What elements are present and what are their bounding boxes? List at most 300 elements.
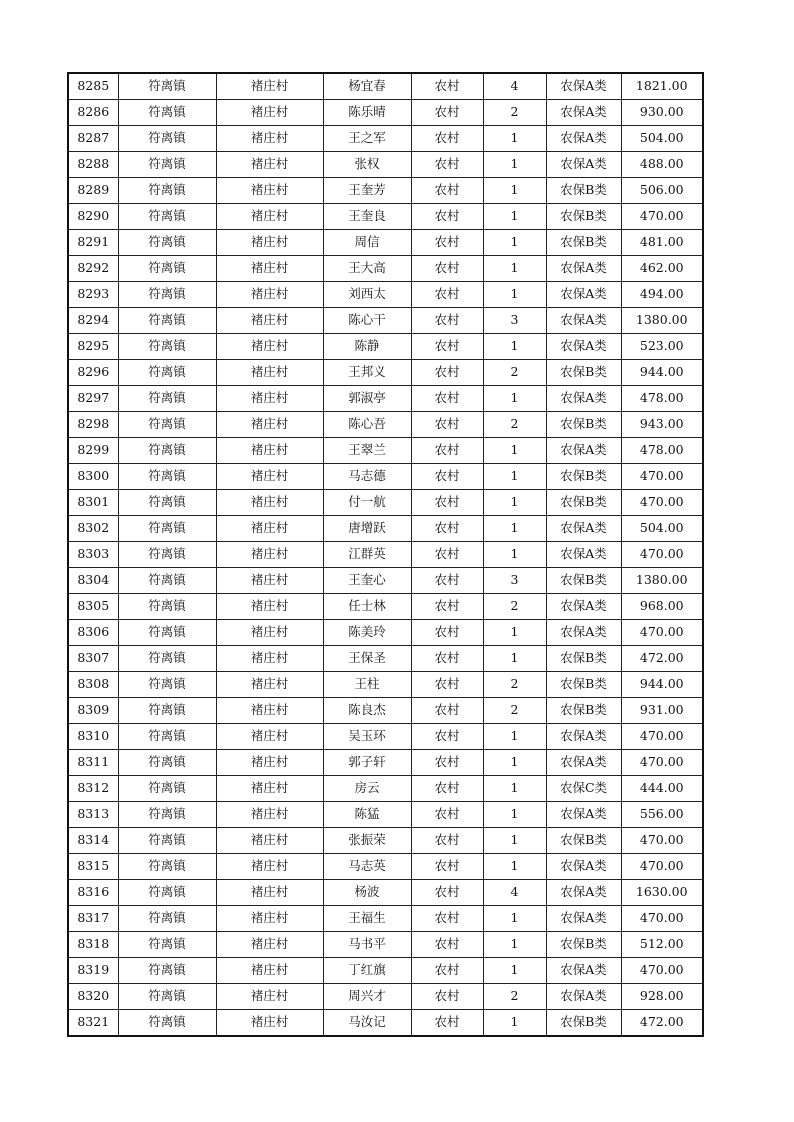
row-number-cell: 8316: [68, 880, 118, 906]
table-row: [68, 620, 703, 646]
table-row: [68, 750, 703, 776]
town-cell: 符离镇: [118, 360, 216, 386]
area-type-cell: 农村: [411, 698, 483, 724]
category-cell: 农保A类: [546, 854, 621, 880]
row-number-cell: 8287: [68, 126, 118, 152]
amount-cell: 504.00: [621, 516, 703, 542]
amount-cell: 1380.00: [621, 568, 703, 594]
town-cell: 符离镇: [118, 100, 216, 126]
household-size-cell: 3: [483, 568, 546, 594]
amount-cell: 944.00: [621, 672, 703, 698]
name-cell: 王邦义: [323, 360, 411, 386]
row-number-cell: 8286: [68, 100, 118, 126]
village-cell: 褚庄村: [216, 100, 323, 126]
row-number-cell: 8296: [68, 360, 118, 386]
area-type-cell: 农村: [411, 152, 483, 178]
amount-cell: 470.00: [621, 724, 703, 750]
village-cell: 褚庄村: [216, 178, 323, 204]
village-cell: 褚庄村: [216, 698, 323, 724]
town-cell: 符离镇: [118, 802, 216, 828]
household-size-cell: 1: [483, 152, 546, 178]
table-row: [68, 542, 703, 568]
amount-cell: 506.00: [621, 178, 703, 204]
village-cell: 褚庄村: [216, 412, 323, 438]
name-cell: 王奎良: [323, 204, 411, 230]
household-size-cell: 1: [483, 1010, 546, 1037]
name-cell: 吴玉环: [323, 724, 411, 750]
category-cell: 农保A类: [546, 750, 621, 776]
name-cell: 丁红旗: [323, 958, 411, 984]
table-row: [68, 828, 703, 854]
area-type-cell: 农村: [411, 594, 483, 620]
category-cell: 农保A类: [546, 724, 621, 750]
town-cell: 符离镇: [118, 594, 216, 620]
name-cell: 陈猛: [323, 802, 411, 828]
name-cell: 张权: [323, 152, 411, 178]
household-size-cell: 2: [483, 698, 546, 724]
name-cell: 王保圣: [323, 646, 411, 672]
table-row: [68, 1010, 703, 1037]
table-row: [68, 776, 703, 802]
category-cell: 农保B类: [546, 672, 621, 698]
table-row: [68, 516, 703, 542]
table-row: [68, 386, 703, 412]
row-number-cell: 8305: [68, 594, 118, 620]
village-cell: 褚庄村: [216, 464, 323, 490]
amount-cell: 1821.00: [621, 73, 703, 100]
name-cell: 付一航: [323, 490, 411, 516]
row-number-cell: 8289: [68, 178, 118, 204]
category-cell: 农保B类: [546, 412, 621, 438]
table-row: [68, 308, 703, 334]
table-row: [68, 802, 703, 828]
name-cell: 房云: [323, 776, 411, 802]
category-cell: 农保A类: [546, 73, 621, 100]
town-cell: 符离镇: [118, 73, 216, 100]
household-size-cell: 1: [483, 230, 546, 256]
name-cell: 周信: [323, 230, 411, 256]
table-row: [68, 73, 703, 100]
category-cell: 农保A类: [546, 516, 621, 542]
table-row: [68, 932, 703, 958]
village-cell: 褚庄村: [216, 958, 323, 984]
village-cell: 褚庄村: [216, 906, 323, 932]
area-type-cell: 农村: [411, 204, 483, 230]
amount-cell: 928.00: [621, 984, 703, 1010]
village-cell: 褚庄村: [216, 126, 323, 152]
row-number-cell: 8290: [68, 204, 118, 230]
amount-cell: 444.00: [621, 776, 703, 802]
category-cell: 农保A类: [546, 256, 621, 282]
table-row: [68, 724, 703, 750]
name-cell: 马书平: [323, 932, 411, 958]
row-number-cell: 8288: [68, 152, 118, 178]
table-row: [68, 854, 703, 880]
row-number-cell: 8315: [68, 854, 118, 880]
household-size-cell: 1: [483, 932, 546, 958]
household-size-cell: 1: [483, 776, 546, 802]
table-row: [68, 672, 703, 698]
town-cell: 符离镇: [118, 126, 216, 152]
area-type-cell: 农村: [411, 984, 483, 1010]
area-type-cell: 农村: [411, 438, 483, 464]
household-size-cell: 4: [483, 880, 546, 906]
area-type-cell: 农村: [411, 282, 483, 308]
category-cell: 农保A类: [546, 386, 621, 412]
town-cell: 符离镇: [118, 906, 216, 932]
village-cell: 褚庄村: [216, 932, 323, 958]
category-cell: 农保B类: [546, 646, 621, 672]
category-cell: 农保A类: [546, 438, 621, 464]
row-number-cell: 8318: [68, 932, 118, 958]
area-type-cell: 农村: [411, 672, 483, 698]
row-number-cell: 8308: [68, 672, 118, 698]
town-cell: 符离镇: [118, 828, 216, 854]
household-size-cell: 1: [483, 854, 546, 880]
category-cell: 农保A类: [546, 100, 621, 126]
amount-cell: 470.00: [621, 750, 703, 776]
row-number-cell: 8312: [68, 776, 118, 802]
amount-cell: 470.00: [621, 204, 703, 230]
village-cell: 褚庄村: [216, 1010, 323, 1037]
row-number-cell: 8292: [68, 256, 118, 282]
household-size-cell: 1: [483, 724, 546, 750]
row-number-cell: 8293: [68, 282, 118, 308]
area-type-cell: 农村: [411, 334, 483, 360]
amount-cell: 470.00: [621, 828, 703, 854]
area-type-cell: 农村: [411, 516, 483, 542]
row-number-cell: 8300: [68, 464, 118, 490]
name-cell: 陈心吾: [323, 412, 411, 438]
row-number-cell: 8302: [68, 516, 118, 542]
name-cell: 唐增跃: [323, 516, 411, 542]
category-cell: 农保C类: [546, 776, 621, 802]
household-size-cell: 1: [483, 620, 546, 646]
town-cell: 符离镇: [118, 646, 216, 672]
household-size-cell: 2: [483, 672, 546, 698]
category-cell: 农保B类: [546, 230, 621, 256]
table-row: [68, 958, 703, 984]
household-size-cell: 2: [483, 984, 546, 1010]
category-cell: 农保A类: [546, 542, 621, 568]
table-row: [68, 464, 703, 490]
area-type-cell: 农村: [411, 620, 483, 646]
area-type-cell: 农村: [411, 724, 483, 750]
table-row: [68, 178, 703, 204]
name-cell: 杨波: [323, 880, 411, 906]
row-number-cell: 8298: [68, 412, 118, 438]
row-number-cell: 8294: [68, 308, 118, 334]
amount-cell: 523.00: [621, 334, 703, 360]
area-type-cell: 农村: [411, 73, 483, 100]
area-type-cell: 农村: [411, 932, 483, 958]
village-cell: 褚庄村: [216, 256, 323, 282]
amount-cell: 470.00: [621, 854, 703, 880]
amount-cell: 470.00: [621, 958, 703, 984]
table-row: [68, 438, 703, 464]
household-size-cell: 1: [483, 516, 546, 542]
category-cell: 农保A类: [546, 282, 621, 308]
area-type-cell: 农村: [411, 1010, 483, 1037]
amount-cell: 470.00: [621, 490, 703, 516]
town-cell: 符离镇: [118, 620, 216, 646]
household-size-cell: 2: [483, 594, 546, 620]
row-number-cell: 8295: [68, 334, 118, 360]
household-size-cell: 1: [483, 204, 546, 230]
row-number-cell: 8321: [68, 1010, 118, 1037]
category-cell: 农保A类: [546, 906, 621, 932]
name-cell: 郭淑亭: [323, 386, 411, 412]
category-cell: 农保B类: [546, 464, 621, 490]
town-cell: 符离镇: [118, 984, 216, 1010]
town-cell: 符离镇: [118, 490, 216, 516]
village-cell: 褚庄村: [216, 984, 323, 1010]
table-body: [68, 73, 703, 1036]
area-type-cell: 农村: [411, 490, 483, 516]
village-cell: 褚庄村: [216, 802, 323, 828]
town-cell: 符离镇: [118, 178, 216, 204]
name-cell: 杨宜春: [323, 73, 411, 100]
town-cell: 符离镇: [118, 308, 216, 334]
town-cell: 符离镇: [118, 932, 216, 958]
household-size-cell: 1: [483, 802, 546, 828]
amount-cell: 470.00: [621, 464, 703, 490]
town-cell: 符离镇: [118, 464, 216, 490]
town-cell: 符离镇: [118, 282, 216, 308]
row-number-cell: 8317: [68, 906, 118, 932]
household-size-cell: 1: [483, 542, 546, 568]
village-cell: 褚庄村: [216, 282, 323, 308]
household-size-cell: 1: [483, 256, 546, 282]
town-cell: 符离镇: [118, 958, 216, 984]
town-cell: 符离镇: [118, 1010, 216, 1037]
row-number-cell: 8297: [68, 386, 118, 412]
name-cell: 王柱: [323, 672, 411, 698]
town-cell: 符离镇: [118, 568, 216, 594]
name-cell: 马汝记: [323, 1010, 411, 1037]
town-cell: 符离镇: [118, 776, 216, 802]
village-cell: 褚庄村: [216, 828, 323, 854]
village-cell: 褚庄村: [216, 672, 323, 698]
area-type-cell: 农村: [411, 776, 483, 802]
amount-cell: 462.00: [621, 256, 703, 282]
area-type-cell: 农村: [411, 230, 483, 256]
village-cell: 褚庄村: [216, 750, 323, 776]
area-type-cell: 农村: [411, 880, 483, 906]
village-cell: 褚庄村: [216, 73, 323, 100]
table-row: [68, 880, 703, 906]
name-cell: 陈静: [323, 334, 411, 360]
amount-cell: 470.00: [621, 620, 703, 646]
amount-cell: 494.00: [621, 282, 703, 308]
household-size-cell: 1: [483, 126, 546, 152]
amount-cell: 488.00: [621, 152, 703, 178]
area-type-cell: 农村: [411, 958, 483, 984]
row-number-cell: 8319: [68, 958, 118, 984]
household-size-cell: 1: [483, 282, 546, 308]
village-cell: 褚庄村: [216, 594, 323, 620]
category-cell: 农保A类: [546, 984, 621, 1010]
category-cell: 农保A类: [546, 594, 621, 620]
area-type-cell: 农村: [411, 464, 483, 490]
row-number-cell: 8307: [68, 646, 118, 672]
village-cell: 褚庄村: [216, 334, 323, 360]
name-cell: 陈乐晴: [323, 100, 411, 126]
table-row: [68, 568, 703, 594]
table-row: [68, 984, 703, 1010]
household-size-cell: 1: [483, 386, 546, 412]
name-cell: 任士林: [323, 594, 411, 620]
amount-cell: 931.00: [621, 698, 703, 724]
row-number-cell: 8320: [68, 984, 118, 1010]
row-number-cell: 8304: [68, 568, 118, 594]
amount-cell: 478.00: [621, 386, 703, 412]
name-cell: 王奎心: [323, 568, 411, 594]
village-cell: 褚庄村: [216, 360, 323, 386]
amount-cell: 1380.00: [621, 308, 703, 334]
name-cell: 江群英: [323, 542, 411, 568]
table-row: [68, 204, 703, 230]
village-cell: 褚庄村: [216, 542, 323, 568]
amount-cell: 968.00: [621, 594, 703, 620]
village-cell: 褚庄村: [216, 516, 323, 542]
area-type-cell: 农村: [411, 568, 483, 594]
row-number-cell: 8309: [68, 698, 118, 724]
name-cell: 张振荣: [323, 828, 411, 854]
amount-cell: 504.00: [621, 126, 703, 152]
table-row: [68, 282, 703, 308]
name-cell: 郭子轩: [323, 750, 411, 776]
area-type-cell: 农村: [411, 854, 483, 880]
town-cell: 符离镇: [118, 542, 216, 568]
town-cell: 符离镇: [118, 672, 216, 698]
name-cell: 陈心干: [323, 308, 411, 334]
category-cell: 农保B类: [546, 568, 621, 594]
category-cell: 农保A类: [546, 334, 621, 360]
amount-cell: 512.00: [621, 932, 703, 958]
table-row: [68, 152, 703, 178]
amount-cell: 1630.00: [621, 880, 703, 906]
town-cell: 符离镇: [118, 152, 216, 178]
row-number-cell: 8301: [68, 490, 118, 516]
village-cell: 褚庄村: [216, 204, 323, 230]
area-type-cell: 农村: [411, 256, 483, 282]
amount-cell: 472.00: [621, 646, 703, 672]
row-number-cell: 8285: [68, 73, 118, 100]
row-number-cell: 8303: [68, 542, 118, 568]
household-size-cell: 1: [483, 438, 546, 464]
category-cell: 农保A类: [546, 152, 621, 178]
household-size-cell: 2: [483, 100, 546, 126]
town-cell: 符离镇: [118, 438, 216, 464]
table-row: [68, 256, 703, 282]
name-cell: 刘西太: [323, 282, 411, 308]
row-number-cell: 8310: [68, 724, 118, 750]
village-cell: 褚庄村: [216, 568, 323, 594]
name-cell: 陈美玲: [323, 620, 411, 646]
area-type-cell: 农村: [411, 750, 483, 776]
village-cell: 褚庄村: [216, 776, 323, 802]
household-size-cell: 1: [483, 490, 546, 516]
category-cell: 农保B类: [546, 698, 621, 724]
town-cell: 符离镇: [118, 854, 216, 880]
category-cell: 农保B类: [546, 490, 621, 516]
amount-cell: 930.00: [621, 100, 703, 126]
amount-cell: 470.00: [621, 906, 703, 932]
household-size-cell: 1: [483, 906, 546, 932]
category-cell: 农保A类: [546, 802, 621, 828]
category-cell: 农保B类: [546, 932, 621, 958]
town-cell: 符离镇: [118, 386, 216, 412]
category-cell: 农保A类: [546, 880, 621, 906]
household-size-cell: 1: [483, 646, 546, 672]
town-cell: 符离镇: [118, 698, 216, 724]
name-cell: 陈良杰: [323, 698, 411, 724]
household-size-cell: 2: [483, 412, 546, 438]
name-cell: 王翠兰: [323, 438, 411, 464]
town-cell: 符离镇: [118, 880, 216, 906]
name-cell: 王奎芳: [323, 178, 411, 204]
row-number-cell: 8311: [68, 750, 118, 776]
village-cell: 褚庄村: [216, 724, 323, 750]
amount-cell: 944.00: [621, 360, 703, 386]
row-number-cell: 8313: [68, 802, 118, 828]
name-cell: 马志德: [323, 464, 411, 490]
table-row: [68, 360, 703, 386]
area-type-cell: 农村: [411, 386, 483, 412]
area-type-cell: 农村: [411, 906, 483, 932]
area-type-cell: 农村: [411, 126, 483, 152]
amount-cell: 481.00: [621, 230, 703, 256]
name-cell: 王之军: [323, 126, 411, 152]
town-cell: 符离镇: [118, 516, 216, 542]
area-type-cell: 农村: [411, 802, 483, 828]
category-cell: 农保A类: [546, 958, 621, 984]
table-row: [68, 334, 703, 360]
table-row: [68, 230, 703, 256]
table-row: [68, 100, 703, 126]
village-cell: 褚庄村: [216, 490, 323, 516]
area-type-cell: 农村: [411, 100, 483, 126]
category-cell: 农保B类: [546, 828, 621, 854]
village-cell: 褚庄村: [216, 308, 323, 334]
data-table: [67, 72, 704, 1037]
village-cell: 褚庄村: [216, 230, 323, 256]
amount-cell: 943.00: [621, 412, 703, 438]
household-size-cell: 1: [483, 334, 546, 360]
household-size-cell: 2: [483, 360, 546, 386]
village-cell: 褚庄村: [216, 152, 323, 178]
village-cell: 褚庄村: [216, 880, 323, 906]
town-cell: 符离镇: [118, 750, 216, 776]
table-row: [68, 412, 703, 438]
amount-cell: 556.00: [621, 802, 703, 828]
row-number-cell: 8314: [68, 828, 118, 854]
amount-cell: 472.00: [621, 1010, 703, 1037]
row-number-cell: 8306: [68, 620, 118, 646]
household-size-cell: 4: [483, 73, 546, 100]
table-row: [68, 906, 703, 932]
name-cell: 王大高: [323, 256, 411, 282]
category-cell: 农保B类: [546, 178, 621, 204]
area-type-cell: 农村: [411, 646, 483, 672]
category-cell: 农保A类: [546, 126, 621, 152]
category-cell: 农保A类: [546, 620, 621, 646]
town-cell: 符离镇: [118, 724, 216, 750]
village-cell: 褚庄村: [216, 438, 323, 464]
table-row: [68, 490, 703, 516]
row-number-cell: 8299: [68, 438, 118, 464]
